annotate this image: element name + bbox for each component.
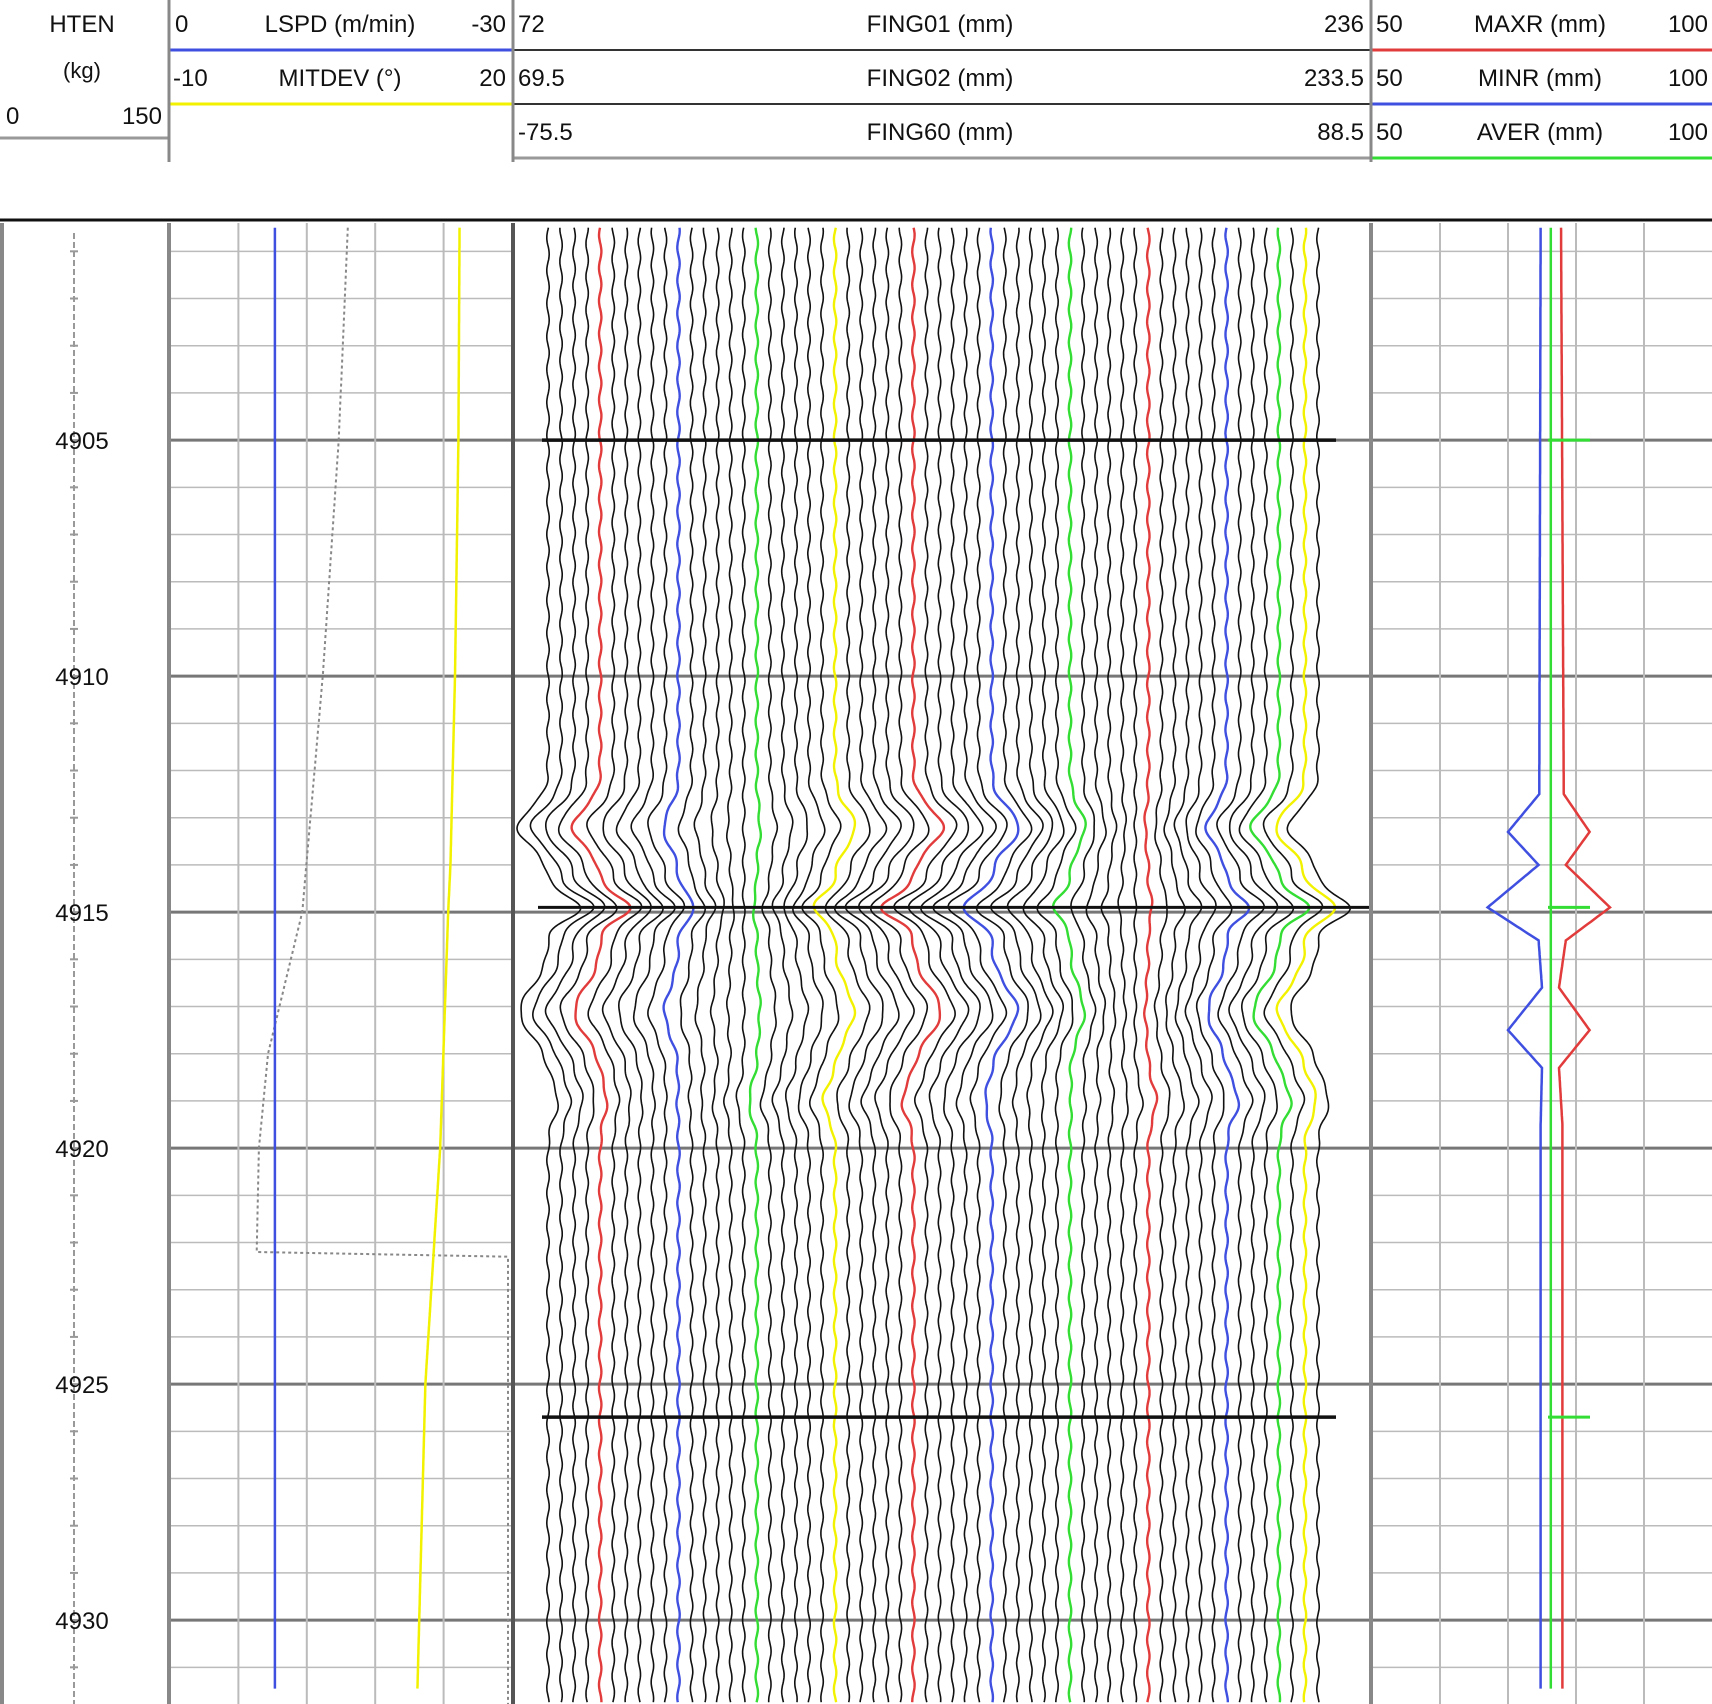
finger-trace (1053, 228, 1086, 1703)
finger-trace (826, 228, 870, 1703)
fing02-scale-min: 69.5 (518, 65, 565, 92)
maxr-scale-min: 50 (1376, 11, 1403, 38)
finger-trace (1164, 228, 1185, 1703)
finger-trace (772, 228, 793, 1703)
finger-trace (1101, 228, 1116, 1703)
hten-curve-name: HTEN (49, 11, 115, 38)
finger-trace (991, 228, 1043, 1703)
hten-scale-min: 0 (6, 103, 20, 130)
fing01-scale-max: 236 (1323, 11, 1364, 38)
fing02-scale-max: 233.5 (1303, 65, 1364, 92)
finger-caliper-track (517, 228, 1370, 1703)
lspd-curve-label: LSPD (m/min) (264, 11, 416, 38)
finger-trace (724, 228, 734, 1703)
finger-trace (977, 228, 1032, 1703)
mitdev-curve (417, 228, 459, 1689)
depth-label: 4930 (55, 1608, 109, 1636)
finger-trace (1287, 228, 1350, 1703)
finger-trace (871, 228, 929, 1703)
finger-trace (1229, 228, 1278, 1703)
aver-scale-min: 50 (1376, 119, 1403, 146)
hten-curve (257, 228, 508, 1704)
finger-trace (1118, 228, 1128, 1703)
finger-trace (1008, 228, 1053, 1703)
finger-trace (1144, 228, 1157, 1703)
minr-scale-max: 100 (1667, 65, 1708, 92)
track-borders (2, 223, 1371, 1704)
hten-scale-max: 150 (121, 103, 162, 130)
fing60-scale-min: -75.5 (518, 119, 573, 146)
finger-trace (1185, 228, 1216, 1703)
aver-curve-label: AVER (mm) (1476, 119, 1604, 146)
finger-trace (750, 228, 761, 1703)
finger-trace (694, 228, 715, 1703)
fing60-curve-label: FING60 (mm) (866, 119, 1014, 146)
finger-trace (846, 228, 902, 1703)
depth-track (55, 233, 108, 1704)
finger-trace (894, 228, 957, 1703)
finger-trace (678, 228, 705, 1703)
finger-trace (921, 228, 983, 1703)
depth-label: 4905 (55, 428, 109, 456)
finger-trace (1071, 228, 1096, 1703)
finger-trace (1174, 228, 1201, 1703)
lspd-scale-min: 0 (175, 11, 189, 38)
maxr-curve (1559, 228, 1610, 1689)
maxr-curve-label: MAXR (mm) (1474, 11, 1606, 38)
finger-trace (603, 228, 652, 1703)
mitdev-scale-min: -10 (173, 65, 208, 92)
finger-trace (1205, 228, 1249, 1703)
fing01-scale-min: 72 (518, 11, 545, 38)
finger-trace (572, 228, 631, 1703)
finger-trace (559, 228, 617, 1703)
fing02-curve-label: FING02 (mm) (866, 65, 1014, 92)
finger-trace (835, 228, 887, 1703)
mitdev-scale-max: 20 (479, 65, 506, 92)
hten-unit: (kg) (63, 58, 101, 83)
finger-trace (1239, 228, 1293, 1703)
track4-curves (1488, 228, 1610, 1689)
finger-trace (530, 228, 594, 1703)
finger-trace (736, 228, 745, 1703)
minr-curve-label: MINR (mm) (1478, 65, 1602, 92)
maxr-scale-max: 100 (1667, 11, 1708, 38)
finger-trace (1134, 228, 1143, 1703)
finger-trace (1277, 228, 1336, 1703)
fing01-curve-label: FING01 (mm) (866, 11, 1014, 38)
finger-trace (1155, 228, 1170, 1703)
aver-scale-max: 100 (1667, 119, 1708, 146)
finger-trace (711, 228, 725, 1703)
finger-trace (784, 228, 808, 1703)
log-header (0, 0, 1712, 162)
track2-curves (257, 228, 508, 1704)
minr-curve (1488, 228, 1542, 1689)
minr-scale-min: 50 (1376, 65, 1403, 92)
depth-label: 4925 (55, 1372, 109, 1400)
depth-label: 4920 (55, 1136, 109, 1164)
depth-label: 4915 (55, 900, 109, 928)
finger-trace (760, 228, 777, 1703)
lspd-scale-max: -30 (471, 11, 506, 38)
finger-trace (631, 228, 675, 1703)
finger-trace (1086, 228, 1106, 1703)
fing60-scale-max: 88.5 (1317, 119, 1364, 146)
depth-label: 4910 (55, 664, 109, 692)
mitdev-curve-label: MITDEV (°) (278, 65, 402, 92)
